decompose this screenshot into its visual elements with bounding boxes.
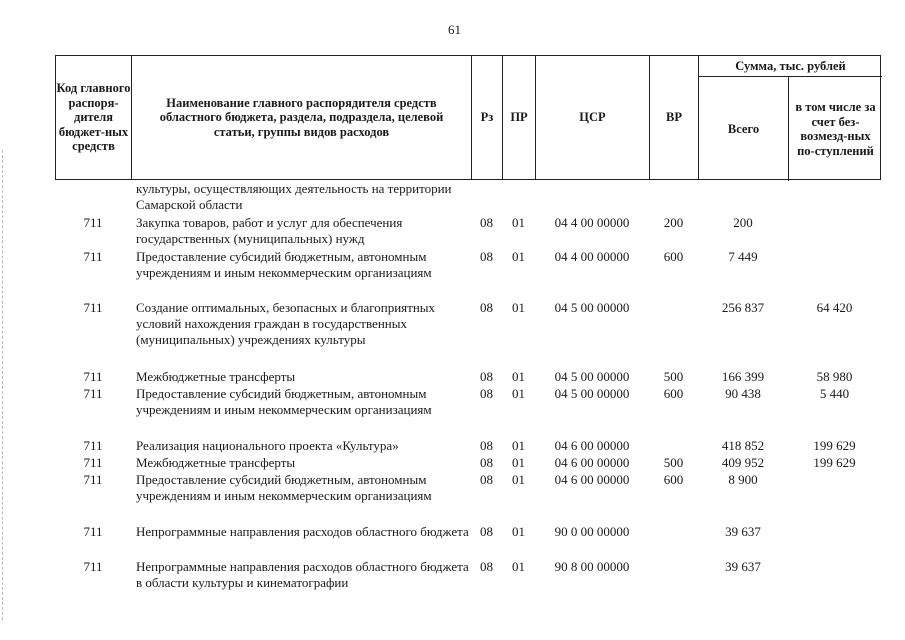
row-pr: 01 xyxy=(512,300,525,315)
row-pr: 01 xyxy=(512,455,525,470)
page-number: 61 xyxy=(448,22,461,37)
header-code: Код главного распоря-дителя бюджет-ных средств xyxy=(56,56,132,179)
row-name: Реализация национального проекта «Культура» xyxy=(136,438,399,453)
row-code: 711 xyxy=(83,559,103,574)
row-total: 7 449 xyxy=(728,249,758,264)
row-name: Предоставление субсидий бюджетным, автономным учреждениям и иным некоммерческим организациям xyxy=(136,249,432,280)
row-pr: 01 xyxy=(512,524,525,539)
row-rz: 08 xyxy=(480,472,493,487)
row-rz: 08 xyxy=(480,455,493,470)
row-code: 711 xyxy=(83,386,103,401)
page-margin-mark xyxy=(2,150,4,620)
row-code: 711 xyxy=(83,438,103,453)
row-incl: 5 440 xyxy=(819,386,850,401)
row-vr: 600 xyxy=(663,249,684,264)
row-name: культуры, осуществляющих деятельность на территории Самарской области xyxy=(136,181,452,212)
row-name: Предоставление субсидий бюджетным, автономным учреждениям и иным некоммерческим организациям xyxy=(136,472,432,503)
row-pr: 01 xyxy=(512,472,525,487)
row-total: 200 xyxy=(733,215,753,230)
row-total: 39 637 xyxy=(725,559,761,574)
row-rz: 08 xyxy=(480,559,493,574)
row-total: 90 438 xyxy=(725,386,761,401)
header-csr: ЦСР xyxy=(536,56,650,179)
header-name: Наименование главного распорядителя средств областного бюджета, раздела, подраздела, целевой статьи, группы видов расходов xyxy=(132,56,472,179)
header-vr: ВР xyxy=(650,56,699,179)
row-name: Непрограммные направления расходов областного бюджета в области культуры и кинематографии xyxy=(136,559,469,590)
row-csr: 04 5 00 00000 xyxy=(554,386,630,401)
row-code: 711 xyxy=(83,300,103,315)
row-csr: 90 8 00 00000 xyxy=(554,559,630,574)
row-pr: 01 xyxy=(512,249,525,264)
row-csr: 04 5 00 00000 xyxy=(554,300,630,315)
row-csr: 04 6 00 00000 xyxy=(554,455,630,470)
row-code: 711 xyxy=(83,215,103,230)
row-total: 418 852 xyxy=(721,438,765,453)
row-rz: 08 xyxy=(480,369,493,384)
row-code: 711 xyxy=(83,524,103,539)
row-vr: 600 xyxy=(663,472,684,487)
row-rz: 08 xyxy=(480,215,493,230)
header-sum-title: Сумма, тыс. рублей xyxy=(699,56,882,77)
row-rz: 08 xyxy=(480,249,493,264)
row-csr: 04 6 00 00000 xyxy=(554,438,630,453)
row-name: Межбюджетные трансферты xyxy=(136,455,296,470)
row-vr: 500 xyxy=(663,455,684,470)
row-vr: 600 xyxy=(663,386,684,401)
row-pr: 01 xyxy=(512,369,525,384)
row-incl: 64 420 xyxy=(816,300,853,315)
row-csr: 04 5 00 00000 xyxy=(554,369,630,384)
header-incl: в том числе за счет без-возмезд-ных по-ступлений xyxy=(795,100,876,158)
row-code: 711 xyxy=(83,369,103,384)
row-total: 166 399 xyxy=(721,369,765,384)
row-pr: 01 xyxy=(512,386,525,401)
row-name: Межбюджетные трансферты xyxy=(136,369,296,384)
row-pr: 01 xyxy=(512,215,525,230)
row-rz: 08 xyxy=(480,524,493,539)
row-pr: 01 xyxy=(512,438,525,453)
row-incl: 199 629 xyxy=(813,438,856,453)
row-name: Закупка товаров, работ и услуг для обеспечения государственных (муниципальных) нужд xyxy=(136,215,403,246)
row-rz: 08 xyxy=(480,438,493,453)
row-rz: 08 xyxy=(480,386,493,401)
row-total: 256 837 xyxy=(721,300,765,315)
header-total: Всего xyxy=(699,77,789,181)
row-rz: 08 xyxy=(480,300,493,315)
row-incl: 58 980 xyxy=(816,369,853,384)
header-pr: ПР xyxy=(503,56,536,179)
row-csr: 04 4 00 00000 xyxy=(554,249,630,264)
row-vr: 200 xyxy=(663,215,684,230)
row-csr: 90 0 00 00000 xyxy=(554,524,630,539)
row-csr: 04 6 00 00000 xyxy=(554,472,630,487)
row-code: 711 xyxy=(83,472,103,487)
row-code: 711 xyxy=(83,249,103,264)
row-pr: 01 xyxy=(512,559,525,574)
row-name: Непрограммные направления расходов областного бюджета xyxy=(136,524,469,539)
row-total: 409 952 xyxy=(721,455,765,470)
row-code: 711 xyxy=(83,455,103,470)
header-rz: Рз xyxy=(472,56,503,179)
row-vr: 500 xyxy=(663,369,684,384)
row-total: 8 900 xyxy=(728,472,758,487)
row-name: Предоставление субсидий бюджетным, автономным учреждениям и иным некоммерческим организациям xyxy=(136,386,432,417)
table-header xyxy=(55,55,881,180)
row-total: 39 637 xyxy=(725,524,761,539)
row-csr: 04 4 00 00000 xyxy=(554,215,630,230)
row-incl: 199 629 xyxy=(813,455,856,470)
row-name: Создание оптимальных, безопасных и благоприятных условий нахождения граждан в государственных (муниципальных) учреждениях культуры xyxy=(136,300,436,347)
